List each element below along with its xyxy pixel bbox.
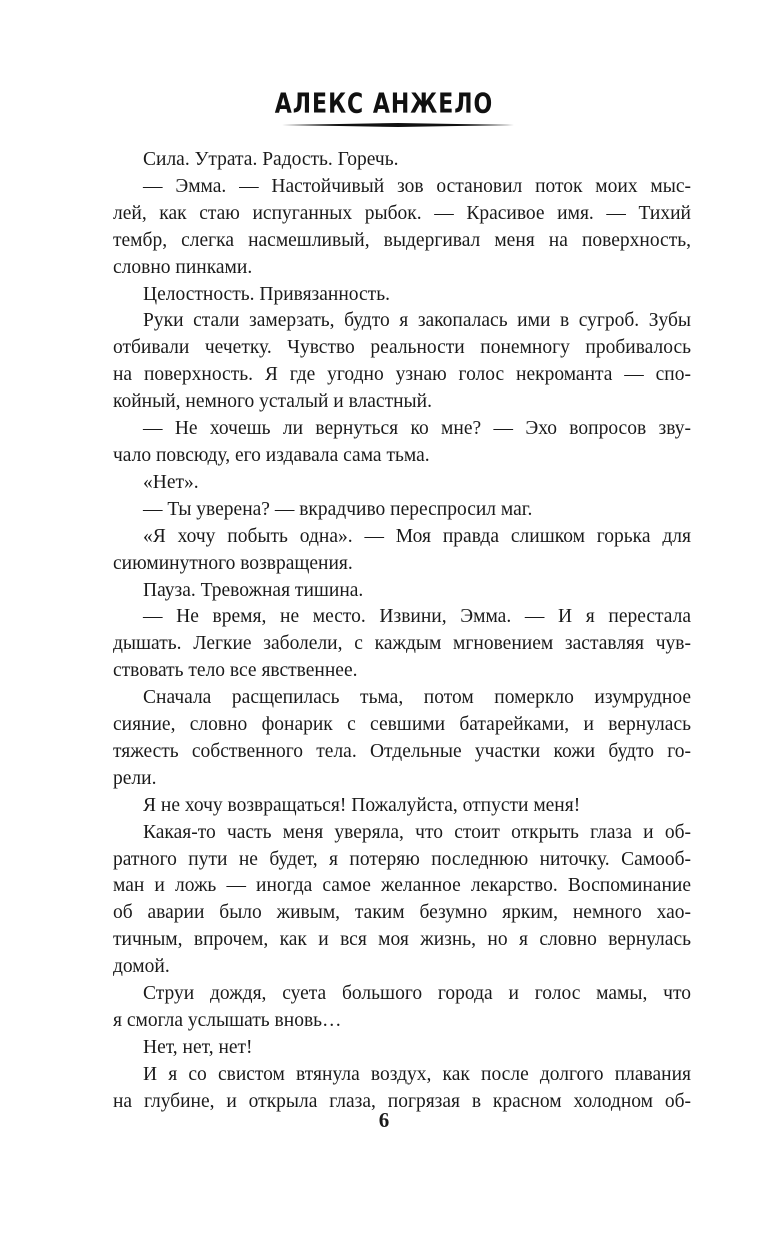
text-line: словно пинками. bbox=[113, 256, 253, 278]
text-line: сияние, словно фонарик с севшими батарейками, и вернулась bbox=[113, 714, 691, 736]
body-text bbox=[113, 147, 691, 1116]
text-line: тичным, впрочем, как и вся моя жизнь, но я словно вернулась bbox=[113, 929, 691, 951]
text-line: дышать. Легкие заболели, с каждым мгновением заставляя чув- bbox=[113, 633, 691, 655]
text-line: Руки стали замерзать, будто я закопалась ими в сугроб. Зубы bbox=[143, 310, 691, 332]
text-line: рели. bbox=[113, 767, 157, 789]
text-line: И я со свистом втянула воздух, как после долгого плавания bbox=[143, 1063, 691, 1085]
text-line: Сила. Утрата. Радость. Горечь. bbox=[143, 149, 399, 170]
text-line: — Не время, не место. Извини, Эмма. — И я перестала bbox=[143, 606, 691, 628]
text-line: ман и ложь — иногда самое желанное лекарство. Воспоминание bbox=[113, 875, 691, 897]
text-line: об аварии было живым, таким безумно ярким, немного хао- bbox=[113, 902, 691, 924]
text-line: лей, как стаю испуганных рыбок. — Красивое имя. — Тихий bbox=[113, 202, 691, 224]
text-line: я смогла услышать вновь… bbox=[113, 1010, 342, 1031]
text-line: «Я хочу побыть одна». — Моя правда слишком горька для bbox=[143, 525, 691, 547]
text-line: на поверхность. Я где угодно узнаю голос некроманта — спо- bbox=[113, 364, 691, 386]
text-line: койный, немного усталый и властный. bbox=[113, 391, 432, 413]
text-line: — Эмма. — Настойчивый зов остановил поток моих мыс- bbox=[143, 175, 691, 197]
text-line: Я не хочу возвращаться! Пожалуйста, отпусти меня! bbox=[143, 794, 581, 816]
text-line: Какая-то часть меня уверяла, что стоит открыть глаза и об- bbox=[143, 821, 691, 843]
text-line: ратного пути не будет, я потеряю последнюю ниточку. Самооб- bbox=[113, 848, 691, 870]
text-line: отбивали чечетку. Чувство реальности понемногу пробивалось bbox=[113, 337, 691, 359]
text-line: тяжесть собственного тела. Отдельные участки кожи будто го- bbox=[113, 740, 691, 762]
text-line: Целостность. Привязанность. bbox=[143, 283, 390, 305]
text-line: — Не хочешь ли вернуться ко мне? — Эхо вопросов зву- bbox=[143, 418, 691, 440]
page-number: 6 bbox=[378, 1108, 390, 1132]
running-header bbox=[0, 88, 768, 121]
author-name: АЛЕКС АНЖЕЛО bbox=[274, 88, 494, 121]
text-line: тембр, слегка насмешливый, выдергивал меня на поверхность, bbox=[113, 229, 691, 251]
header-rule-ornament bbox=[282, 123, 514, 127]
text-line: «Нет». bbox=[143, 471, 199, 493]
text-line: на глубине, и открыла глаза, погрязая в красном холодном об- bbox=[113, 1090, 691, 1112]
text-line: Сначала расщепилась тьма, потом померкло изумрудное bbox=[143, 687, 691, 709]
text-line: Пауза. Тревожная тишина. bbox=[143, 579, 364, 601]
text-line: домой. bbox=[113, 956, 170, 978]
text-line: Нет, нет, нет! bbox=[143, 1036, 253, 1058]
text-line: — Ты уверена? — вкрадчиво переспросил маг. bbox=[143, 498, 533, 520]
text-line: Струи дождя, суета большого города и голос мамы, что bbox=[143, 983, 691, 1005]
text-line: чало повсюду, его издавала сама тьма. bbox=[113, 444, 430, 466]
text-line: ствовать тело все явственнее. bbox=[113, 660, 358, 682]
text-line: сиюминутного возвращения. bbox=[113, 552, 353, 574]
